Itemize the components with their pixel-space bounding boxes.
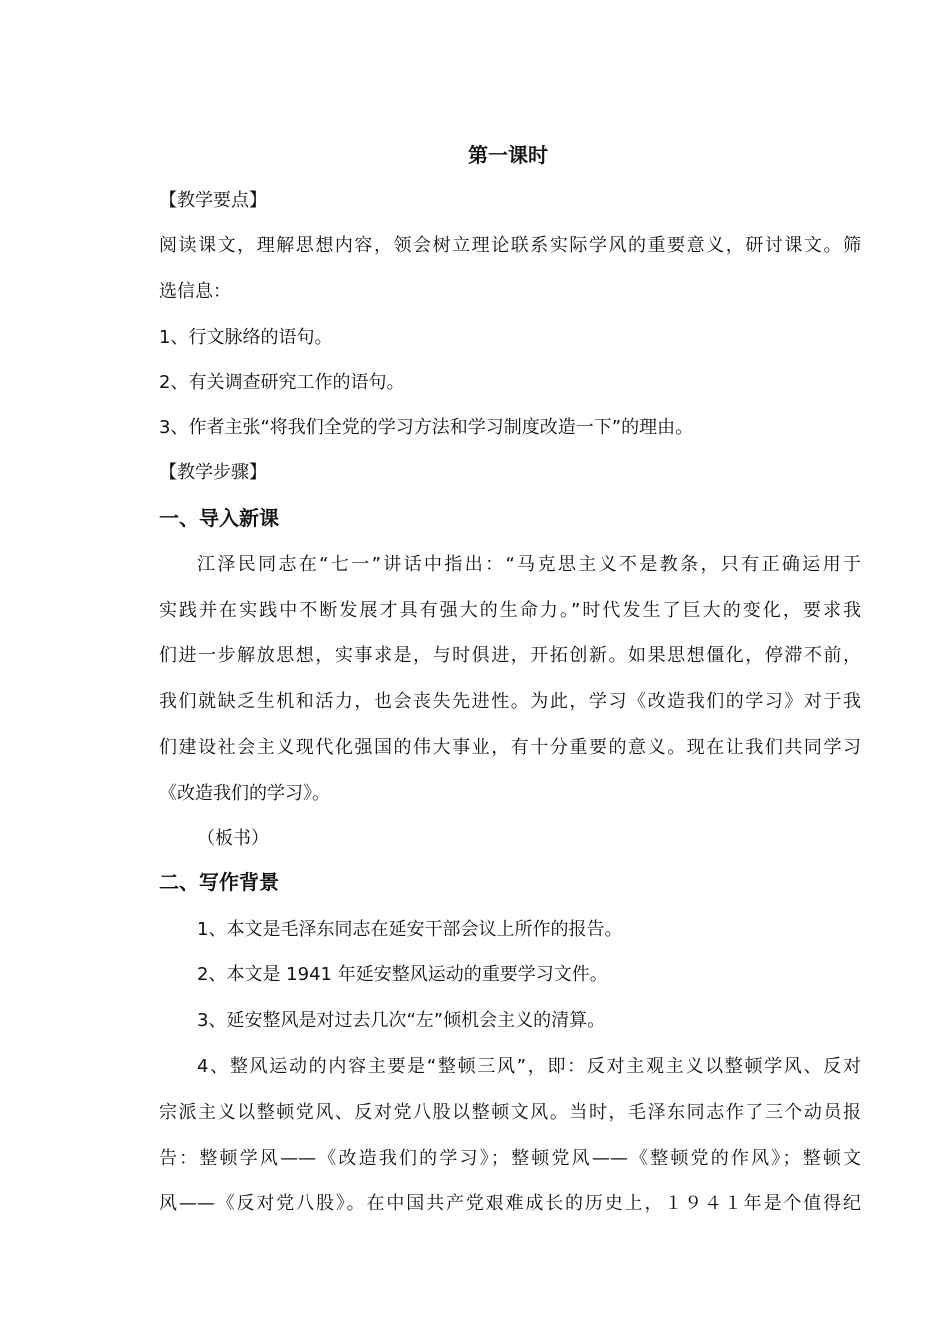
points-intro-line-2: 选信息： [159, 281, 231, 302]
background-cont-line-3: 风——《反对党八股》。在中国共产党艰难成长的历史上，１９４１年是个值得纪 [159, 1193, 861, 1214]
board-note: （板书） [197, 828, 269, 849]
points-intro-line-1: 阅读课文，理解思想内容，领会树立理论联系实际学风的重要意义，研讨课文。筛 [159, 235, 861, 256]
points-item-1: 1、行文脉络的语句。 [159, 327, 333, 348]
page-title: 第一课时 [468, 143, 548, 167]
section-steps-heading: 【教学步骤】 [159, 462, 267, 483]
heading-intro: 一、导入新课 [159, 506, 279, 530]
background-cont-line-2: 告：整顿学风——《改造我们的学习》；整顿党风——《整顿党的作风》；整顿文 [159, 1148, 861, 1169]
intro-line-2: 实践并在实践中不断发展才具有强大的生命力。”时代发生了巨大的变化，要求我 [159, 600, 861, 621]
section-points-heading: 【教学要点】 [159, 190, 267, 211]
intro-line-4: 我们就缺乏生机和活力，也会丧失先进性。为此，学习《改造我们的学习》对于我 [159, 691, 861, 712]
heading-background: 二、写作背景 [159, 870, 279, 894]
intro-line-1: 江泽民同志在“七一”讲话中指出：“马克思主义不是教条，只有正确运用于 [197, 554, 861, 575]
background-cont-line-1: 宗派主义以整顿党风、反对党八股以整顿文风。当时，毛泽东同志作了三个动员报 [159, 1102, 861, 1123]
background-item-1: 1、本文是毛泽东同志在延安干部会议上所作的报告。 [197, 919, 623, 940]
background-item-2: 2、本文是 1941 年延安整风运动的重要学习文件。 [197, 964, 608, 985]
intro-line-5: 们建设社会主义现代化强国的伟大事业，有十分重要的意义。现在让我们共同学习 [159, 737, 861, 758]
points-item-2: 2、有关调查研究工作的语句。 [159, 372, 405, 393]
intro-line-6: 《改造我们的学习》。 [159, 783, 330, 804]
points-item-3: 3、作者主张“将我们全党的学习方法和学习制度改造一下”的理由。 [159, 417, 694, 438]
background-item-4: 4、整风运动的内容主要是“整顿三风”，即：反对主观主义以整顿学风、反对 [197, 1056, 861, 1077]
background-item-3: 3、延安整风是对过去几次“左”倾机会主义的清算。 [197, 1010, 606, 1031]
intro-line-3: 们进一步解放思想，实事求是，与时俱进，开拓创新。如果思想僵化，停滞不前， [159, 645, 861, 666]
